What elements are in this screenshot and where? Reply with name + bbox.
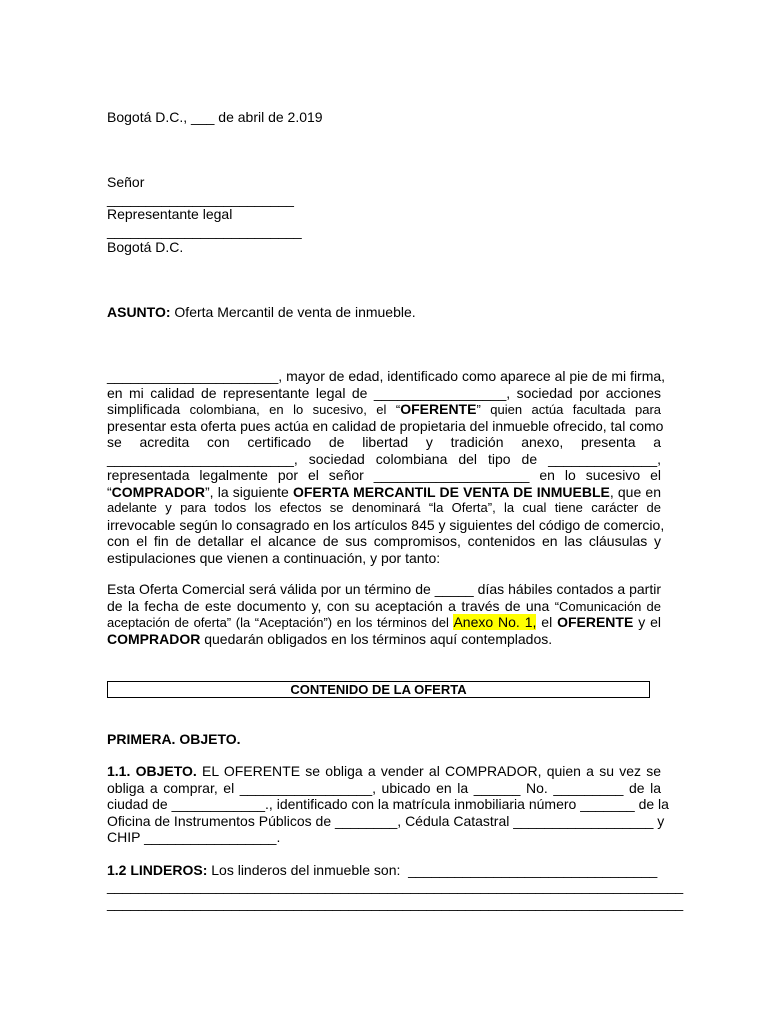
offer-title-term: OFERTA MERCANTIL DE VENTA DE INMUEBLE <box>292 484 610 500</box>
intro-line: representada legalmente por el señor ____________________ en lo sucesivo el <box>107 467 661 483</box>
clause-line: 1.1. OBJETO. EL OFERENTE se obliga a vender al COMPRADOR, quien a su vez se <box>107 763 661 779</box>
subject-text: Oferta Mercantil de venta de inmueble. <box>170 304 416 320</box>
annex-highlight: Anexo No. 1, <box>453 614 537 630</box>
intro-line: con el fin de detallar el alcance de sus compromisos, contenidos en las cláusulas y <box>107 533 661 549</box>
validity-line: de la fecha de este documento y, con su aceptación a través de una “Comunicación de <box>107 598 661 614</box>
subject-line <box>107 304 416 320</box>
recipient-role: Representante legal <box>107 206 233 222</box>
comprador-term: COMPRADOR <box>111 484 206 500</box>
oferente-term: OFERENTE <box>557 614 634 630</box>
comprador-term: COMPRADOR <box>107 631 201 647</box>
intro-line: irrevocable según lo consagrado en los artículos 845 y siguientes del código de comercio, <box>107 517 665 533</box>
intro-line: adelante y para todos los efectos se denominará “la Oferta”, la cual tiene carácter de <box>107 500 661 515</box>
validity-line: COMPRADOR quedarán obligados en los términos aquí contemplados. <box>107 631 553 647</box>
intro-line: ________________________, sociedad colombiana del tipo de ______________, <box>107 451 661 467</box>
place-date: Bogotá D.C., ___ de abril de 2.019 <box>107 109 323 125</box>
intro-line: estipulaciones que vienen a continuación, y por tanto: <box>107 550 441 566</box>
intro-line: se acredita con certificado de libertad y tradición anexo, presenta a <box>107 434 661 450</box>
intro-line: en mi calidad de representante legal de _________________, sociedad por acciones <box>107 385 661 401</box>
clause-title: PRIMERA. OBJETO. <box>107 731 241 747</box>
intro-line: presentar esta oferta pues actúa en calidad de propietaria del inmueble ofrecido, tal como <box>107 418 664 434</box>
recipient-name-blank: ________________________ <box>107 191 294 207</box>
validity-line: Esta Oferta Comercial será válida por un término de _____ días hábiles contados a partir <box>107 581 661 597</box>
oferente-term: OFERENTE <box>400 401 477 417</box>
boundaries-line: 1.2 LINDEROS: Los linderos del inmueble son: ________________________________ <box>107 862 658 878</box>
section-heading-box: CONTENIDO DE LA OFERTA <box>107 681 650 698</box>
blank-line: __________________________________________________________________________ <box>107 895 684 911</box>
intro-line: ______________________, mayor de edad, identificado como aparece al pie de mi firma, <box>107 368 666 384</box>
blank-line: __________________________________________________________________________ <box>107 878 684 894</box>
clause-line: CHIP _________________. <box>107 829 281 845</box>
intro-line: simplificada colombiana, en lo sucesivo, el “OFERENTE” quien actúa facultada para <box>107 401 662 417</box>
clause-label: 1.2 LINDEROS: <box>107 862 208 878</box>
recipient-city: Bogotá D.C. <box>107 239 184 255</box>
intro-line: “COMPRADOR”, la siguiente OFERTA MERCANTIL DE VENTA DE INMUEBLE, que en <box>107 484 661 500</box>
clause-line: Oficina de Instrumentos Públicos de ________, Cédula Catastral __________________ y <box>107 813 665 829</box>
company-blank: _________________________ <box>107 223 302 239</box>
clause-label: 1.1. OBJETO. <box>107 763 197 779</box>
clause-line: ciudad de ____________., identificado con la matrícula inmobiliaria número _______ de la <box>107 796 669 812</box>
subject-label: ASUNTO: <box>107 304 171 320</box>
salutation: Señor <box>107 174 145 190</box>
validity-line: aceptación de oferta” (la “Aceptación”) en los términos del Anexo No. 1, el OFERENTE y el <box>107 614 661 630</box>
clause-line: obliga a comprar, el _________________, ubicado en la ______ No. _________ de la <box>107 780 661 796</box>
